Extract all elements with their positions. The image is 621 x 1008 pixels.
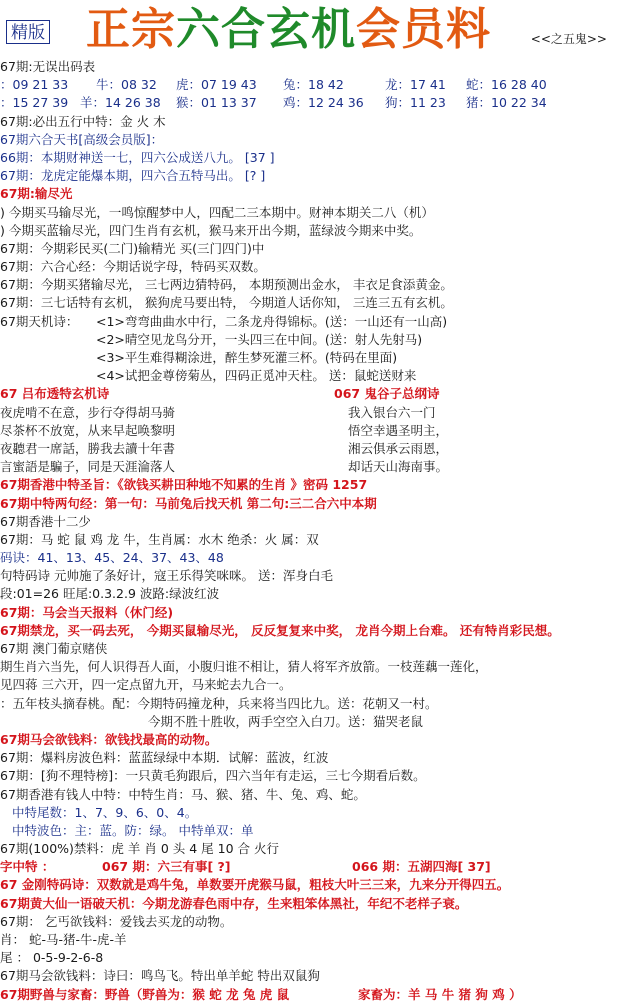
line-segment: 中特波色：主：蓝。防：绿。 中特单双：单 <box>12 822 254 838</box>
text-line <box>0 240 621 258</box>
text-line <box>0 967 621 985</box>
text-line <box>0 149 621 167</box>
line-segment: 却话天山海南事。 <box>348 459 449 475</box>
text-line <box>0 876 621 894</box>
line-segment: 67 金刚特码诗：双数就是鸡牛兔，单数要开虎猴马鼠，粗枝大叶三三来，九来分开得四五。 <box>0 877 510 893</box>
line-segment: 鸡：12 24 36 <box>283 95 364 111</box>
line-segment: ：五年枝头摘春桃。配：今期特码撞龙种，兵来将当四比九。送：花朝又一村。 <box>0 695 438 711</box>
line-segment: 肖： 蛇-马-猪-牛-虎-羊 <box>0 932 127 947</box>
text-line <box>0 658 621 676</box>
line-segment: 67期:输尽光 <box>0 186 73 202</box>
text-line <box>0 185 621 203</box>
line-segment: 狗：11 23 <box>385 95 446 111</box>
text-line <box>0 604 621 622</box>
line-segment: 67期天机诗： <box>0 313 79 329</box>
author-signature: <<之五鬼>> <box>530 32 607 46</box>
text-line <box>0 567 621 585</box>
title-char: 料 <box>446 4 491 55</box>
text-line <box>0 294 621 312</box>
line-segment: 我入银台六一门 <box>348 404 436 420</box>
text-line <box>0 258 621 276</box>
line-segment: 67期：今期买猪输尽光， 三七两边猜特码， 本期预测出金水， 丰衣足食添黄金。 <box>0 277 453 293</box>
text-line <box>0 458 621 476</box>
line-segment: 67期香港中特圣旨：《欲钱买耕田种地不知累的生肖 》密码 1257 <box>0 477 368 493</box>
text-line <box>0 94 621 112</box>
text-line <box>0 76 621 94</box>
title-char: 员 <box>401 4 446 55</box>
text-line <box>0 313 621 331</box>
text-line <box>0 913 621 931</box>
text-line <box>0 949 621 967</box>
text-line <box>0 167 621 185</box>
text-line <box>0 713 621 731</box>
line-segment: 67期： 乞丐欲钱料：爱钱去买龙的动物。 <box>0 913 233 929</box>
text-line <box>0 895 621 913</box>
line-segment: 中特尾数：1、7、9、6、0、4。 <box>12 804 198 820</box>
line-segment: 067 期：六三有事[ ?] <box>102 859 231 875</box>
line-segment: 67期六合天书[高级会员版]： <box>0 131 164 147</box>
line-segment: 言蜜語是騙子，同是天涯淪落人 <box>0 459 176 475</box>
text-line <box>0 531 621 549</box>
title-char: 合 <box>221 4 266 55</box>
line-segment: 湘云俱承云雨恩， <box>348 440 449 456</box>
text-line <box>0 367 621 385</box>
line-segment: <4>试把金尊傍菊丛，四码正觅冲天柱。 送：鼠蛇送财来 <box>96 368 417 384</box>
text-line <box>0 331 621 349</box>
page-header <box>0 0 621 56</box>
line-segment: 67期:无误出码表 <box>0 59 96 74</box>
page-title <box>86 2 491 58</box>
line-segment: 67期中特两句经：第一句：马前兔后找天机 第二句:三二合六中本期 <box>0 495 377 511</box>
line-segment: 码诀：41、13、45、24、37、43、48 <box>0 550 224 566</box>
text-line <box>0 822 621 840</box>
line-segment: ：09 21 33 <box>0 77 69 93</box>
line-segment: 67期：[狗不理特榜]：一只黄毛狗跟后，四六当年有走运，三七今期看后数。 <box>0 768 426 784</box>
line-segment: 066 期：五湖四海[ 37] <box>352 859 491 875</box>
text-line <box>0 676 621 694</box>
line-segment: 67期：爆料房波色料：蓝蓝绿绿中本期．试解：蓝波，红波 <box>0 750 329 766</box>
title-char: 正 <box>86 4 131 55</box>
line-segment: 蛇：16 28 40 <box>466 77 547 93</box>
line-segment: ：15 27 39 <box>0 95 69 111</box>
line-segment: 66期：本期财神送一七，四六公成送八九。 [37 ] <box>0 149 275 165</box>
line-segment: ) 今期买马输尽光，一鸣惊醒梦中人，四配二三本期中。财神本期关二八（机） <box>0 204 434 220</box>
line-segment: 67期(100%)禁料：虎 羊 肖 0 头 4 尾 10 合 火行 <box>0 841 279 857</box>
text-line <box>0 786 621 804</box>
text-line <box>0 640 621 658</box>
line-segment: 67期：马会当天报料（休门经) <box>0 604 174 620</box>
line-segment: <2>晴空见龙鸟分开，一头四三在中间。(送：射人先射马) <box>96 331 423 347</box>
line-segment: 67期禁龙，买一码去死， 今期买鼠输尽光， 反反复复来中奖， 龙肖今期上台难。 还有特肖彩民想。 <box>0 622 560 638</box>
text-line <box>0 549 621 567</box>
text-line <box>0 749 621 767</box>
text-line <box>0 349 621 367</box>
line-segment: 67期：龙虎定能爆本期，四六合五特马出。 [? ] <box>0 168 266 184</box>
title-char: 宗 <box>131 4 176 55</box>
text-line <box>0 404 621 422</box>
line-segment: 067 鬼谷子总纲诗 <box>334 386 440 402</box>
line-segment: 段:01=26 旺尾:0.3.2.9 波路:绿波红波 <box>0 586 220 602</box>
line-segment: 尽茶杯不放宽，从来早起唤黎明 <box>0 422 176 438</box>
line-segment: 夜虎啃不在意，步行夺得胡马骑 <box>0 404 176 420</box>
line-segment: 67期黄大仙一语破天机：今期龙游春色雨中存，生来粗笨体黑社，年纪不老样子衰。 <box>0 895 468 911</box>
text-line <box>0 222 621 240</box>
line-segment: 尾 ： 0-5-9-2-6-8 <box>0 950 104 966</box>
line-segment: ) 今期买蓝输尽光，四门生肖有玄机，猴马来开出今期，蓝绿波今期来中奖。 <box>0 222 422 238</box>
text-line <box>0 840 621 858</box>
title-char: 玄 <box>266 4 311 55</box>
line-segment: 67期马会欲钱料：欲钱找最高的动物。 <box>0 731 218 747</box>
text-line <box>0 495 621 513</box>
edition-badge: 精版 <box>6 20 50 44</box>
text-line <box>0 113 621 131</box>
text-line <box>0 385 621 403</box>
text-line <box>0 131 621 149</box>
line-segment: 67期马会欲钱料：诗曰：鸣鸟飞。特出单羊蛇 特出双鼠狗 <box>0 968 320 984</box>
text-line <box>0 585 621 603</box>
line-segment: <3>平生难得糊涂进，醉生梦死灌三杯。(特码在里面) <box>96 350 398 365</box>
title-char: 会 <box>356 4 401 55</box>
text-line <box>0 204 621 222</box>
line-segment: 67期：马 蛇 鼠 鸡 龙 牛，生肖属：水木 绝杀：火 属：双 <box>0 531 319 547</box>
line-segment: 兔：18 42 <box>283 77 344 93</box>
line-segment: 猴：01 13 37 <box>176 95 257 111</box>
line-segment: 夜聽君一席話，勝我去讀十年書 <box>0 440 176 456</box>
line-segment: 67期:必出五行中特：金 火 木 <box>0 113 166 129</box>
line-segment: 67期香港有钱人中特：中特生肖：马、猴、猪、牛、兔、鸡、蛇。 <box>0 786 366 802</box>
line-segment: 67 吕布透特玄机诗 <box>0 386 110 402</box>
line-segment: 67期野兽与家畜：野兽（野兽为：猴 蛇 龙 兔 虎 鼠 <box>0 986 290 1002</box>
text-line <box>0 804 621 822</box>
forecast-content <box>0 58 621 1004</box>
line-segment: 67期香港十二少 <box>0 513 91 529</box>
title-char: 六 <box>176 4 221 55</box>
title-char: 机 <box>311 4 356 55</box>
line-segment: <1>弯弯曲曲水中行，二条龙舟得锦标。(送：一山还有一山高) <box>96 313 448 329</box>
line-segment: 猪：10 22 34 <box>466 95 547 111</box>
text-line <box>0 422 621 440</box>
line-segment: 悟空幸遇圣明主， <box>348 422 449 438</box>
line-segment: 见四蒋 三六开，四一定点留九开，马来蛇去九合一。 <box>0 677 292 693</box>
text-line <box>0 931 621 949</box>
text-line <box>0 858 621 876</box>
line-segment: 家畜为：羊 马 牛 猪 狗 鸡 ） <box>358 986 522 1002</box>
text-line <box>0 58 621 76</box>
line-segment: 羊：14 26 38 <box>80 95 161 111</box>
text-line <box>0 986 621 1004</box>
line-segment: 今期不胜十胜收，两手空空入白刀。送：猫哭老鼠 <box>148 713 424 729</box>
text-line <box>0 767 621 785</box>
line-segment: 期生肖六当先，何人识得吾人面，小腹归谁不相让，猜人将军齐放箭。一枝莲藕一莲化， <box>0 659 488 675</box>
text-line <box>0 695 621 713</box>
line-segment: 龙：17 41 <box>385 77 446 93</box>
text-line <box>0 440 621 458</box>
line-segment: 虎：07 19 43 <box>176 77 257 93</box>
text-line <box>0 476 621 494</box>
line-segment: 字中特 ： <box>0 859 55 875</box>
line-segment: 牛：08 32 <box>96 77 157 93</box>
text-line <box>0 276 621 294</box>
text-line <box>0 731 621 749</box>
line-segment: 67期：三七话特有玄机， 猴狗虎马要出特， 今期道人话你知， 三连三五有玄机。 <box>0 295 453 311</box>
line-segment: 67期 澳门葡京赌侠 <box>0 641 108 656</box>
text-line <box>0 622 621 640</box>
text-line <box>0 513 621 531</box>
line-segment: 67期：今期彩民买(二门)输精光 买(三门四门)中 <box>0 240 265 256</box>
line-segment: 句特码诗 元帅施了条好计，寇王乐得笑咪咪。 送：浑身白毛 <box>0 568 333 584</box>
line-segment: 67期：六合心经：今期话说字母，特码买双数。 <box>0 259 266 275</box>
